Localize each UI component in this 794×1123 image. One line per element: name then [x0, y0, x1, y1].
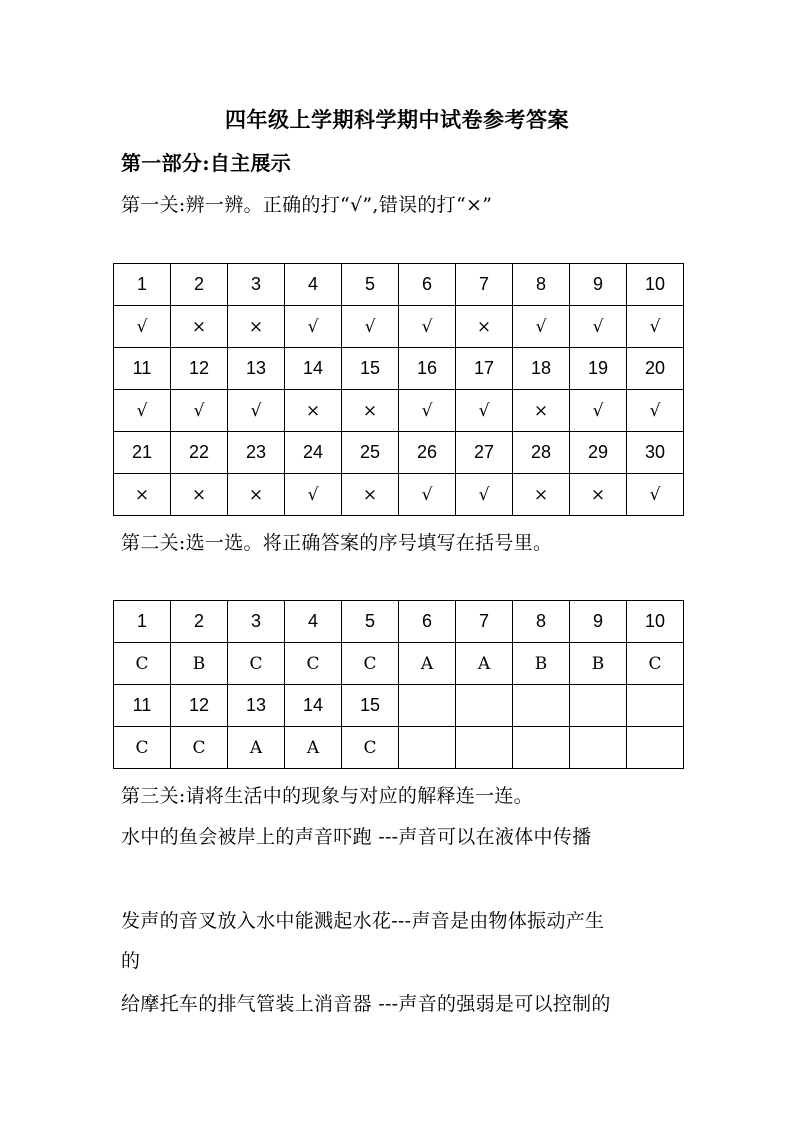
question-number-cell: 6	[399, 264, 456, 306]
answer-cell: ×	[171, 306, 228, 348]
table-row	[114, 601, 684, 643]
answer-cell: C	[342, 727, 399, 769]
answer-cell: ×	[342, 390, 399, 432]
answer-cell	[399, 727, 456, 769]
question-number-cell: 27	[456, 432, 513, 474]
question-number-cell: 20	[627, 348, 684, 390]
section1-answer-table	[113, 263, 684, 516]
answer-cell: √	[114, 306, 171, 348]
question-number-cell: 10	[627, 264, 684, 306]
answer-cell: ×	[114, 474, 171, 516]
answer-cell: ×	[342, 474, 399, 516]
answer-cell: ×	[171, 474, 228, 516]
question-number-cell: 13	[228, 348, 285, 390]
answer-cell: B	[171, 643, 228, 685]
question-number-cell: 3	[228, 601, 285, 643]
question-number-cell: 8	[513, 601, 570, 643]
question-number-cell: 9	[570, 601, 627, 643]
question-number-cell: 2	[171, 601, 228, 643]
answer-cell: √	[627, 474, 684, 516]
answer-cell	[513, 727, 570, 769]
answer-cell: √	[285, 474, 342, 516]
table-row	[114, 348, 684, 390]
table-row	[114, 306, 684, 348]
question-number-cell: 5	[342, 264, 399, 306]
answer-cell: C	[114, 643, 171, 685]
answer-cell	[570, 727, 627, 769]
table-row	[114, 390, 684, 432]
question-number-cell: 25	[342, 432, 399, 474]
answer-cell: ×	[513, 390, 570, 432]
question-number-cell: 5	[342, 601, 399, 643]
answer-cell: √	[114, 390, 171, 432]
question-number-cell	[570, 685, 627, 727]
question-number-cell: 4	[285, 264, 342, 306]
answer-cell: C	[228, 643, 285, 685]
question-number-cell: 4	[285, 601, 342, 643]
answer-cell: C	[171, 727, 228, 769]
document-title: 四年级上学期科学期中试卷参考答案	[225, 107, 569, 132]
question-number-cell: 19	[570, 348, 627, 390]
match-line-1: 水中的鱼会被岸上的声音吓跑 ---声音可以在液体中传播	[121, 826, 592, 848]
match-line-2-continued: 的	[121, 950, 141, 972]
answer-cell: C	[114, 727, 171, 769]
question-number-cell: 15	[342, 348, 399, 390]
question-number-cell: 2	[171, 264, 228, 306]
answer-cell: √	[399, 306, 456, 348]
question-number-cell: 1	[114, 601, 171, 643]
answer-cell: √	[342, 306, 399, 348]
answer-cell: A	[456, 643, 513, 685]
answer-cell: C	[627, 643, 684, 685]
answer-cell: A	[399, 643, 456, 685]
section3-heading: 第三关:请将生活中的现象与对应的解释连一连。	[121, 785, 534, 807]
answer-cell: ×	[570, 474, 627, 516]
question-number-cell: 9	[570, 264, 627, 306]
question-number-cell: 21	[114, 432, 171, 474]
answer-cell: √	[570, 390, 627, 432]
question-number-cell: 17	[456, 348, 513, 390]
answer-cell: A	[285, 727, 342, 769]
question-number-cell: 22	[171, 432, 228, 474]
question-number-cell	[627, 685, 684, 727]
question-number-cell: 8	[513, 264, 570, 306]
answer-cell	[456, 727, 513, 769]
question-number-cell: 13	[228, 685, 285, 727]
section1-heading: 第一关:辨一辨。正确的打“√”,错误的打“×”	[121, 194, 493, 216]
answer-cell: √	[456, 390, 513, 432]
answer-cell: ×	[456, 306, 513, 348]
question-number-cell: 12	[171, 348, 228, 390]
answer-cell: √	[171, 390, 228, 432]
table-row	[114, 643, 684, 685]
question-number-cell: 14	[285, 348, 342, 390]
answer-cell: ×	[228, 474, 285, 516]
question-number-cell: 1	[114, 264, 171, 306]
section2-answer-table	[113, 600, 684, 769]
question-number-cell: 24	[285, 432, 342, 474]
match-line-2: 发声的音叉放入水中能溅起水花---声音是由物体振动产生	[121, 910, 605, 932]
question-number-cell: 7	[456, 601, 513, 643]
answer-cell	[627, 727, 684, 769]
question-number-cell: 12	[171, 685, 228, 727]
question-number-cell: 14	[285, 685, 342, 727]
answer-cell: C	[342, 643, 399, 685]
table-row	[114, 685, 684, 727]
question-number-cell	[399, 685, 456, 727]
question-number-cell: 28	[513, 432, 570, 474]
answer-cell: √	[228, 390, 285, 432]
question-number-cell: 10	[627, 601, 684, 643]
question-number-cell: 18	[513, 348, 570, 390]
answer-cell: √	[456, 474, 513, 516]
answer-cell: ×	[228, 306, 285, 348]
question-number-cell: 29	[570, 432, 627, 474]
question-number-cell: 16	[399, 348, 456, 390]
answer-cell: A	[228, 727, 285, 769]
question-number-cell: 11	[114, 685, 171, 727]
question-number-cell: 26	[399, 432, 456, 474]
answer-cell: √	[513, 306, 570, 348]
answer-cell: ×	[513, 474, 570, 516]
section2-heading: 第二关:选一选。将正确答案的序号填写在括号里。	[121, 532, 553, 554]
question-number-cell: 6	[399, 601, 456, 643]
question-number-cell: 3	[228, 264, 285, 306]
answer-cell: ×	[285, 390, 342, 432]
match-line-3: 给摩托车的排气管装上消音器 ---声音的强弱是可以控制的	[121, 993, 611, 1015]
table-row	[114, 264, 684, 306]
answer-cell: C	[285, 643, 342, 685]
question-number-cell: 7	[456, 264, 513, 306]
answer-cell: B	[570, 643, 627, 685]
answer-cell: √	[285, 306, 342, 348]
answer-cell: √	[627, 390, 684, 432]
question-number-cell	[513, 685, 570, 727]
question-number-cell: 30	[627, 432, 684, 474]
question-number-cell	[456, 685, 513, 727]
answer-cell: √	[627, 306, 684, 348]
question-number-cell: 15	[342, 685, 399, 727]
answer-cell: √	[399, 390, 456, 432]
table-row	[114, 474, 684, 516]
table-row	[114, 727, 684, 769]
question-number-cell: 11	[114, 348, 171, 390]
answer-cell: √	[570, 306, 627, 348]
answer-cell: √	[399, 474, 456, 516]
answer-cell: B	[513, 643, 570, 685]
part1-heading: 第一部分:自主展示	[121, 151, 292, 175]
question-number-cell: 23	[228, 432, 285, 474]
table-row	[114, 432, 684, 474]
